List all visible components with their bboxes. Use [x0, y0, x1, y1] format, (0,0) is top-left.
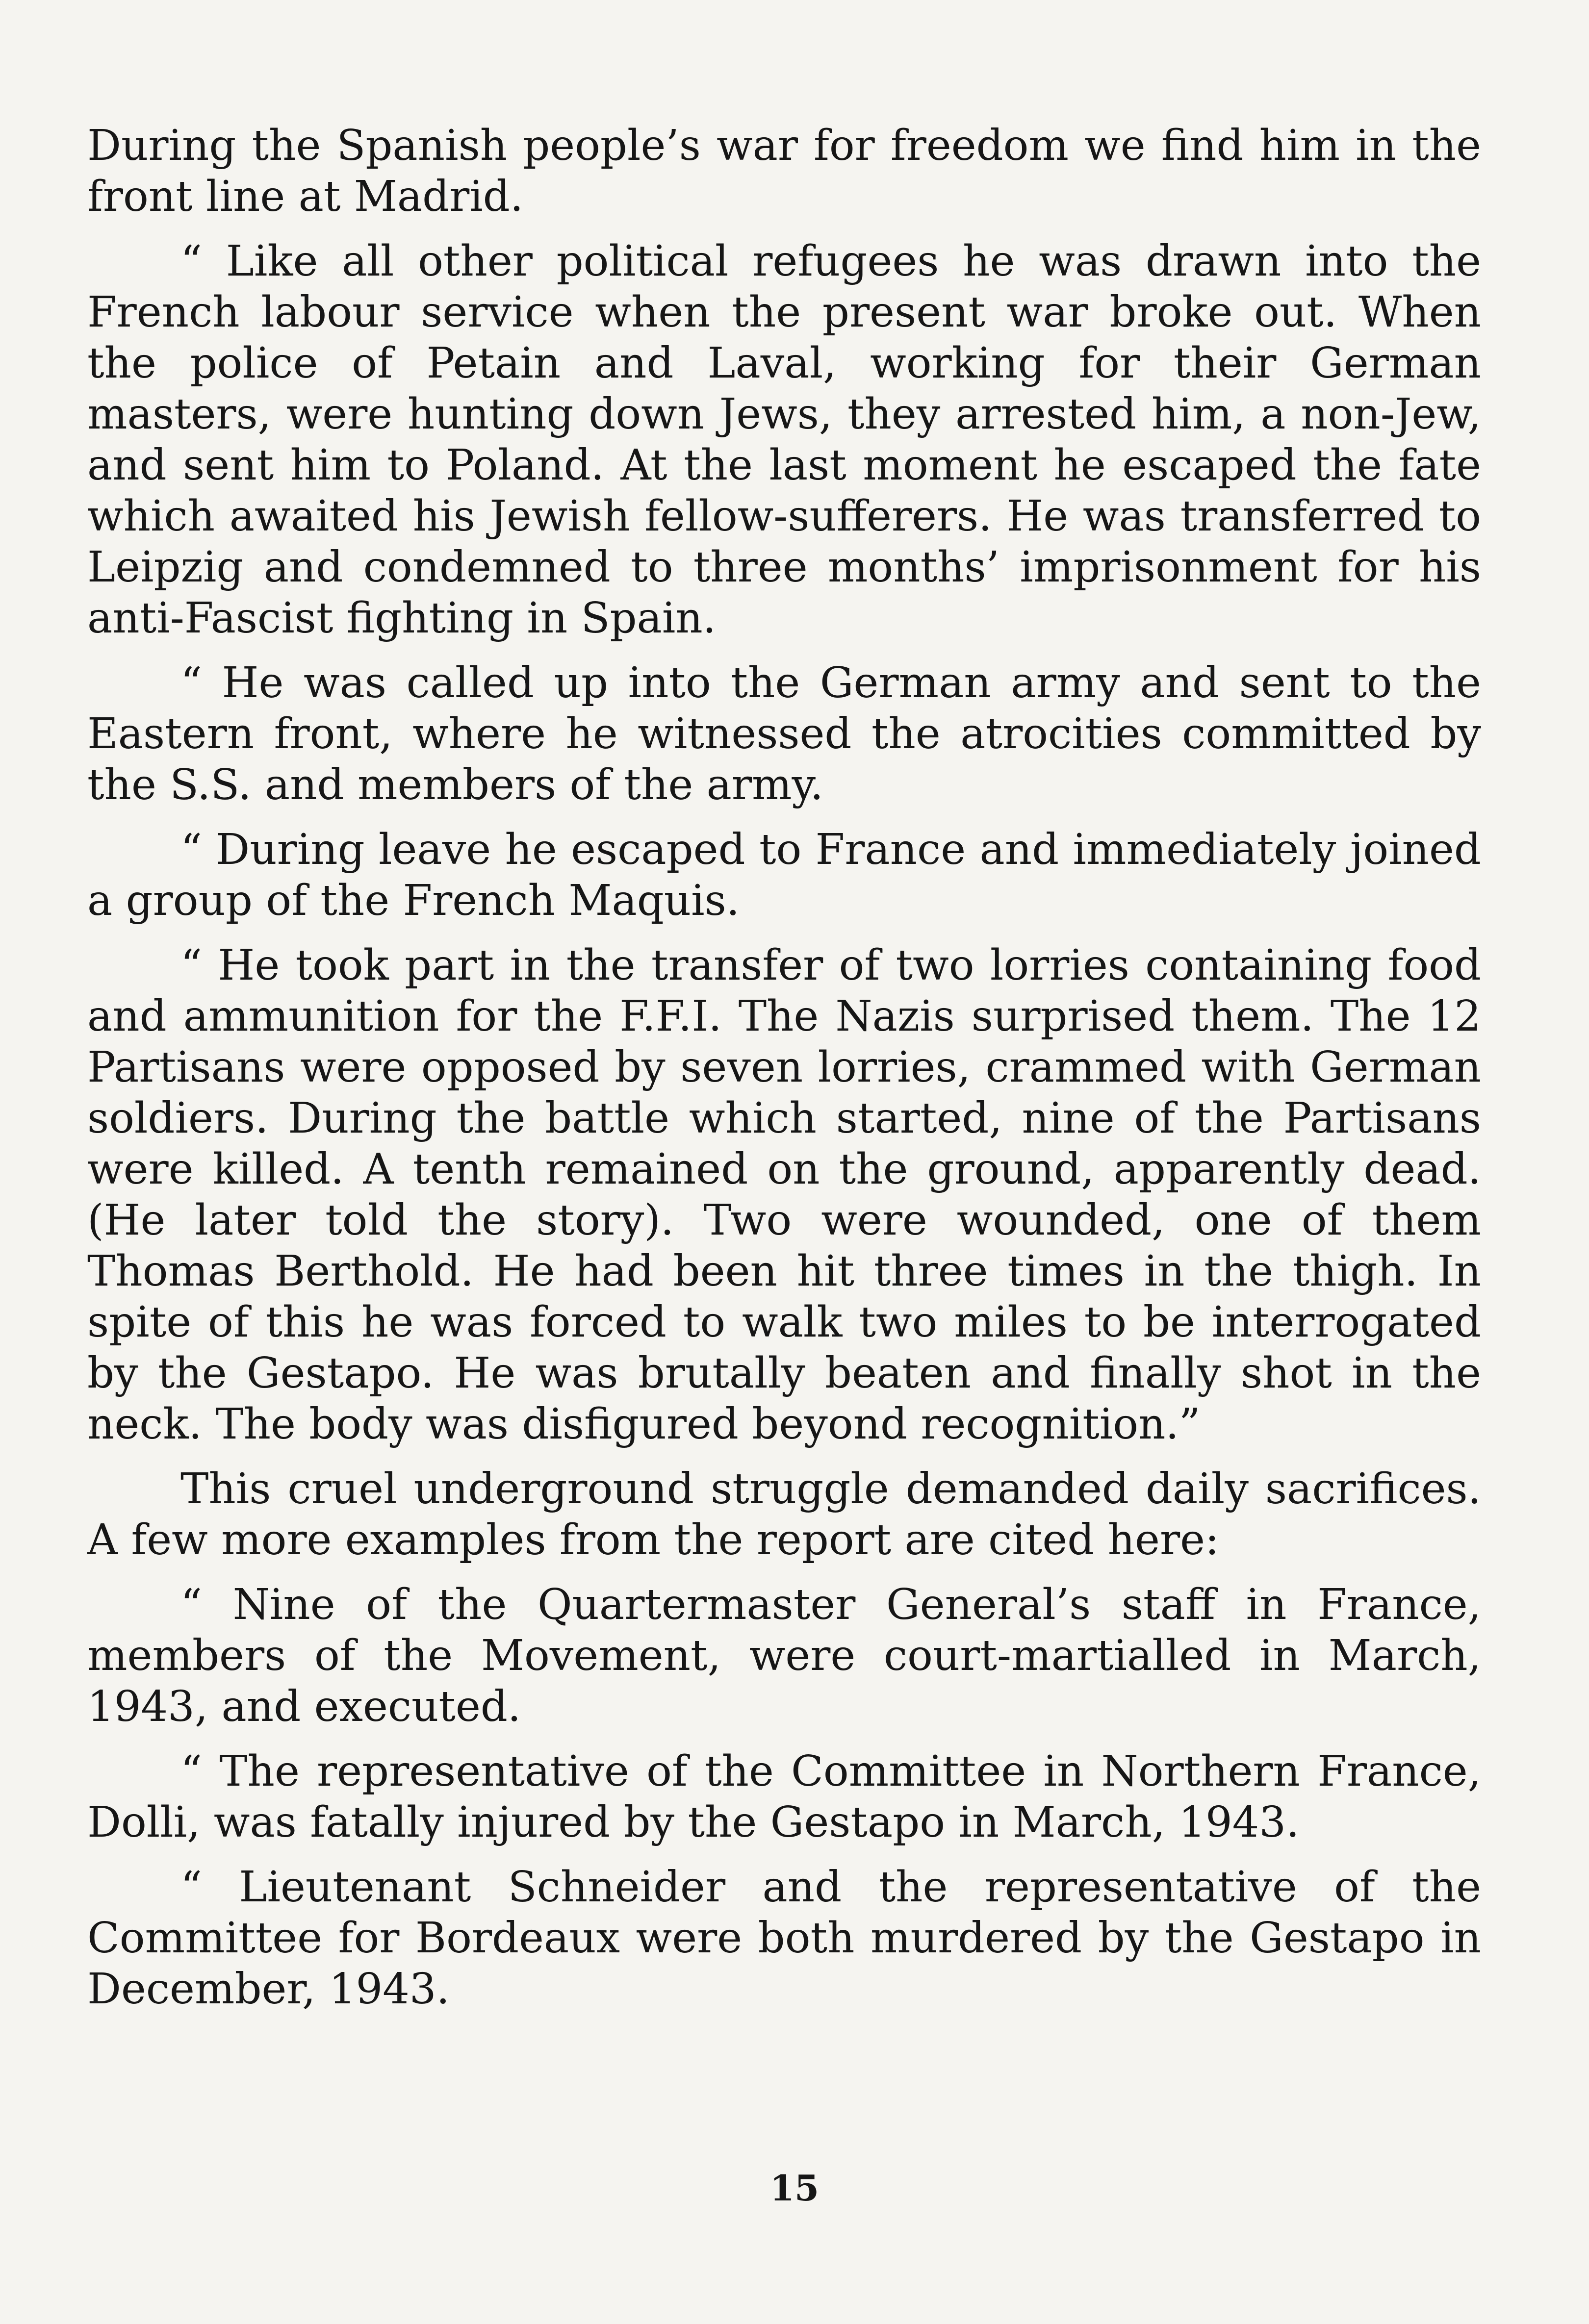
paragraph-labour-service: “ Like all other political refugees he was drawn into the French labour service when the present war broke out. When the police of Petain and Laval, working for their German masters, were hunting down Jews, they arrested him, a non-Jew, and sent him to Poland. At the last moment he escaped the fate which awaited his Jewish fellow-sufferers. He was transferred to Leipzig and condemned to three months’ imprisonment for his anti-Fascist fighting in Spain.: [87, 237, 1481, 643]
paragraph-daily-sacrifices: This cruel underground struggle demanded daily sacrifices. A few more examples from the report are cited here:: [87, 1465, 1481, 1565]
paragraph-northern-france: “ The representative of the Committee in Northern France, Dolli, was fatally injured by the Gestapo in March, 1943.: [87, 1747, 1481, 1847]
paragraph-eastern-front: “ He was called up into the German army and sent to the Eastern front, where he witnessed the atrocities committed by the S.S. and members of the army.: [87, 658, 1481, 809]
paragraph-lorries-battle: “ He took part in the transfer of two lorries containing food and ammunition for the F.F.I. The Nazis surprised them. The 12 Partisans were opposed by seven lorries, crammed with German soldiers. During the battle which started, nine of the Partisans were killed. A tenth remained on the ground, apparently dead. (He later told the story). Two were wounded, one of them Thomas Berthold. He had been hit three times in the thigh. In spite of this he was forced to walk two miles to be interrogated by the Gestapo. He was brutally beaten and finally shot in the neck. The body was disfigured beyond recognition.”: [87, 941, 1481, 1449]
paragraph-bordeaux: “ Lieutenant Schneider and the representative of the Committee for Bordeaux were both murdered by the Gestapo in December, 1943.: [87, 1863, 1481, 2014]
body-text: [87, 120, 1481, 2028]
paragraph-spanish-war: During the Spanish people’s war for freedom we find him in the front line at Madrid.: [87, 121, 1481, 221]
page-number: 15: [769, 2167, 820, 2209]
paragraph-maquis: “ During leave he escaped to France and immediately joined a group of the French Maquis.: [87, 825, 1481, 925]
paragraph-quartermaster-staff: “ Nine of the Quartermaster General’s staff in France, members of the Movement, were court-martialled in March, 1943, and executed.: [87, 1580, 1481, 1731]
